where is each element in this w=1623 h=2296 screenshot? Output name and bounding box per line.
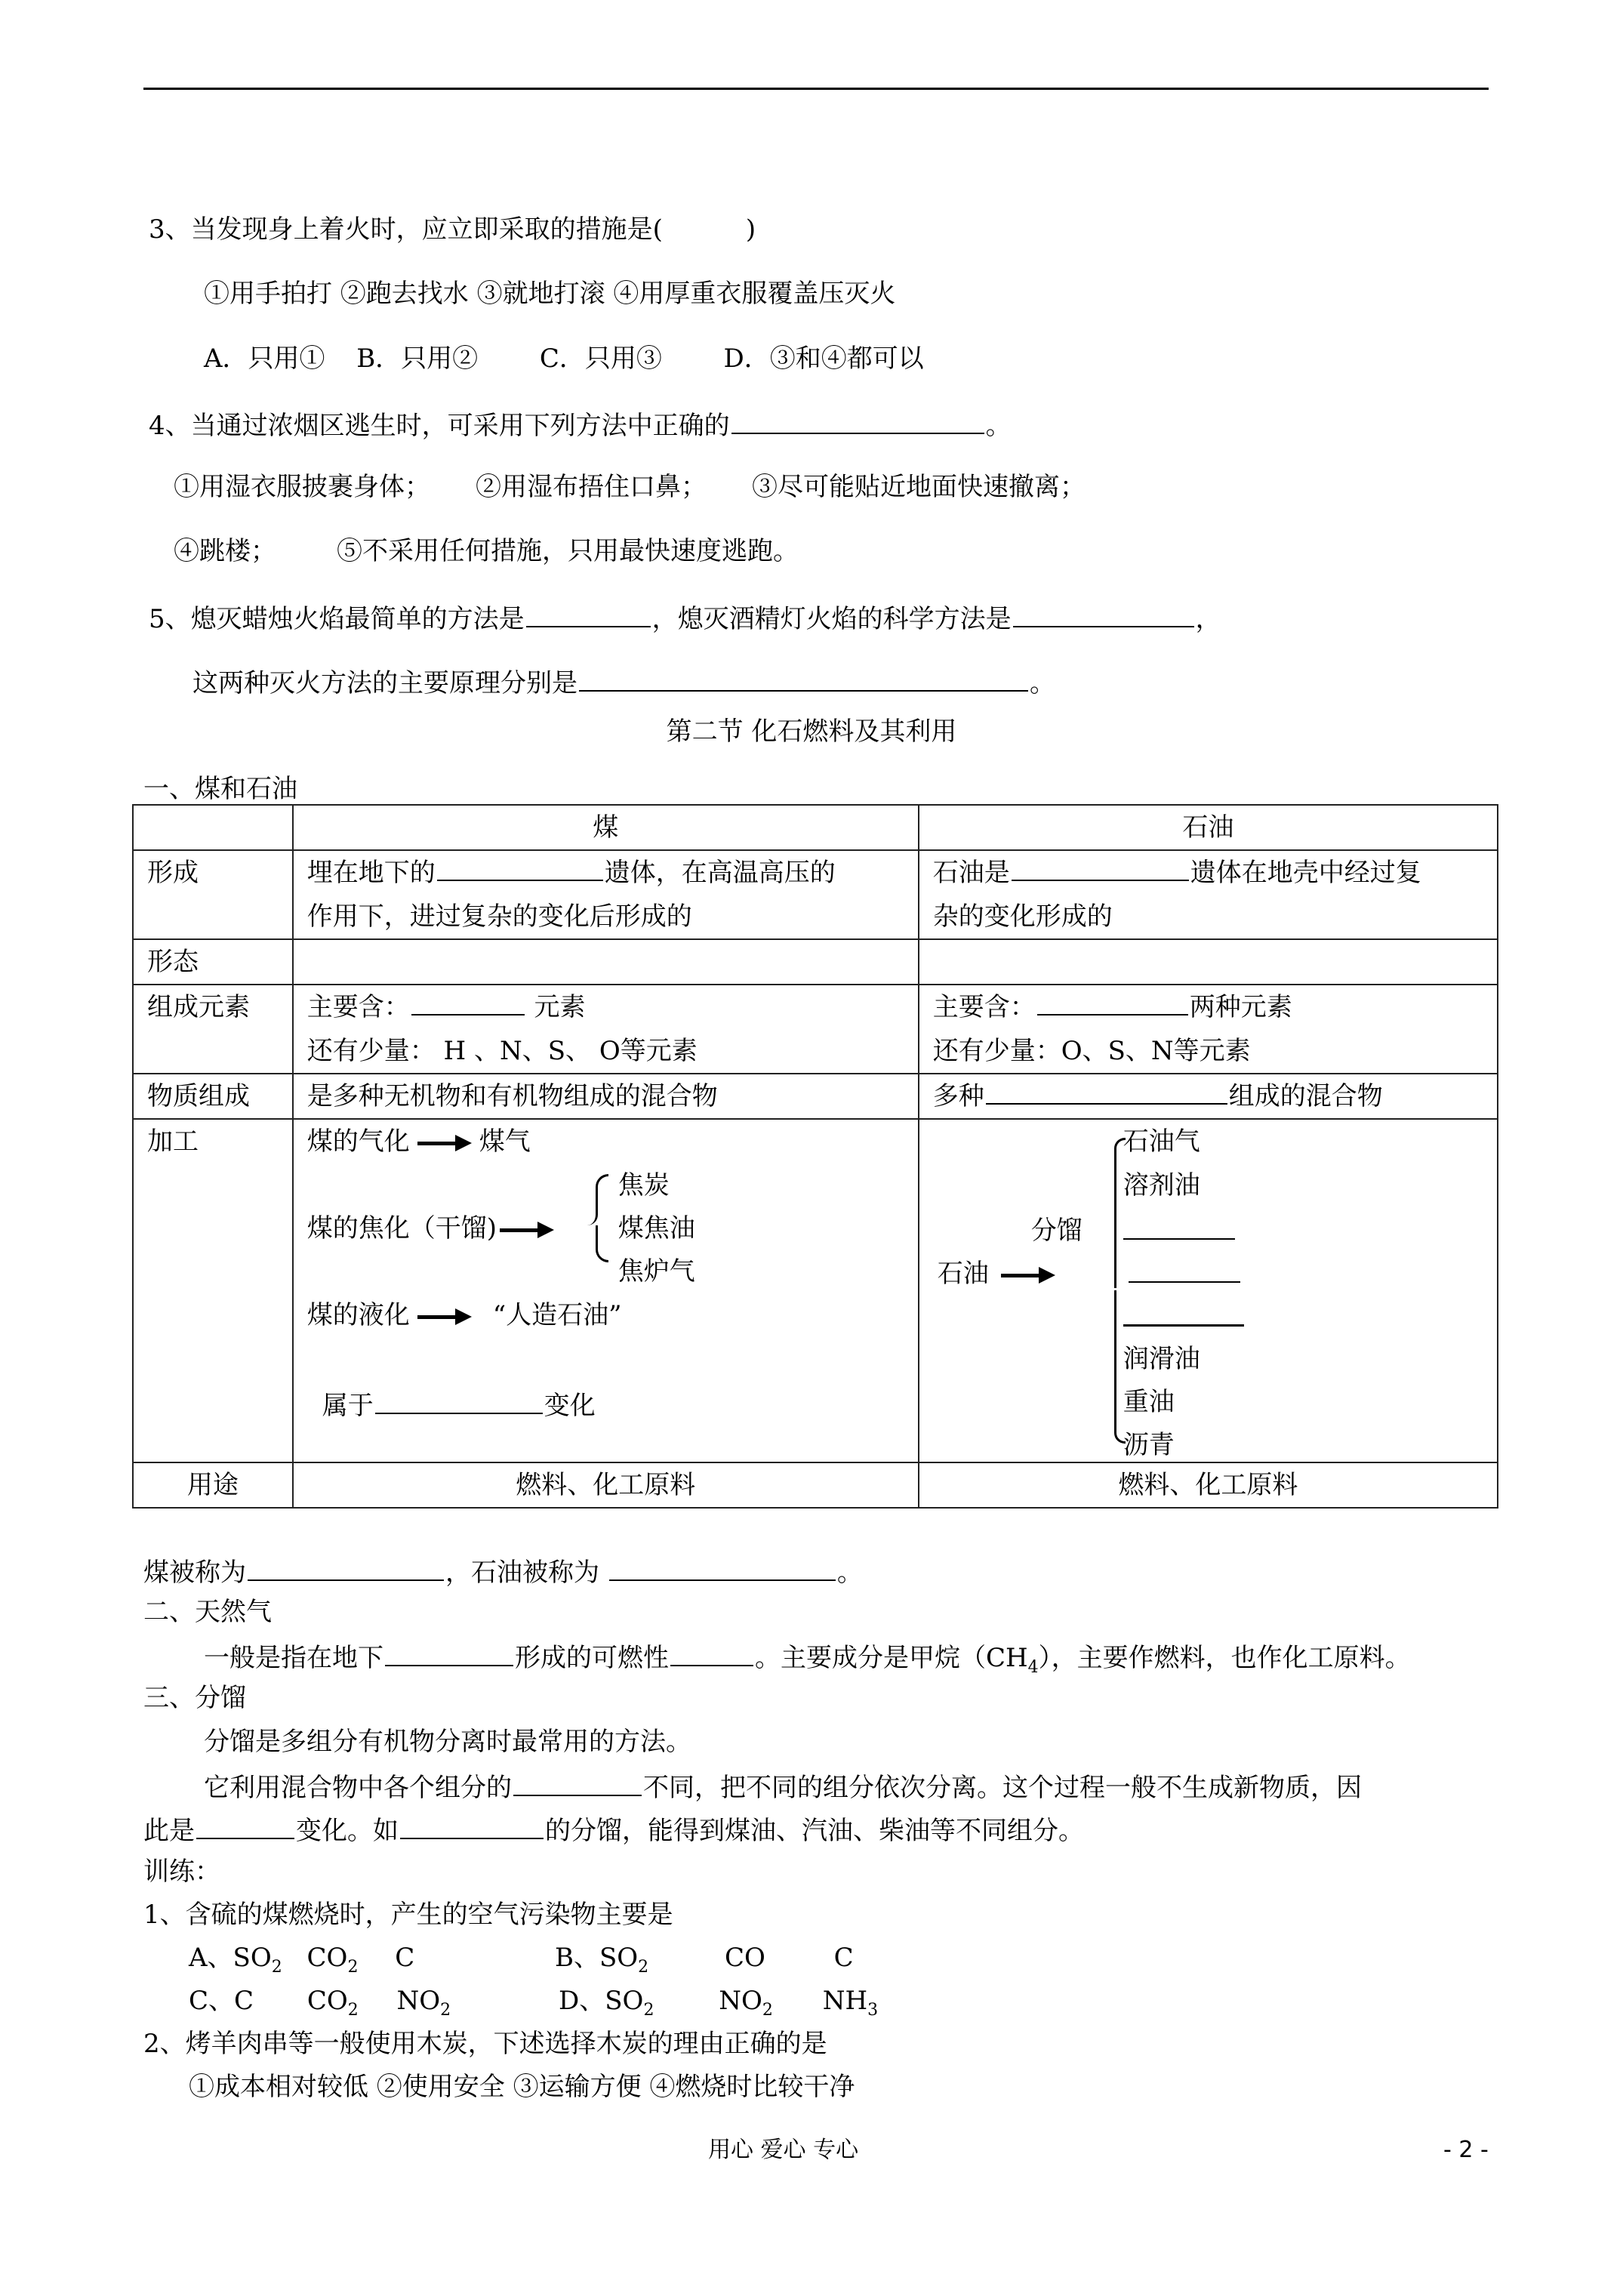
q5-part1: 5、熄灭蜡烛火焰最简单的方法是	[149, 604, 525, 634]
oil-product-blank-3[interactable]	[1123, 1324, 1244, 1327]
belongs-a: 属于	[322, 1391, 374, 1421]
table-row-composition	[133, 1074, 1498, 1119]
training-q1-option-a	[189, 1945, 414, 1976]
ng-a: 一般是指在地下	[204, 1643, 383, 1673]
q5-end: 。	[1030, 668, 1055, 698]
natural-gas-heading: 二、天然气	[143, 1597, 272, 1627]
oil-product-blank-1[interactable]	[1123, 1238, 1235, 1240]
ng-d: ），主要作燃料，也作化工原料。	[1038, 1643, 1411, 1673]
coal-gasification-to: 煤气	[479, 1126, 531, 1157]
distill-line3-a: 此是	[143, 1816, 195, 1846]
q4-option-4: ④跳楼；	[174, 536, 276, 566]
oil-formation-b: 遗体在地壳中经过复	[1190, 858, 1421, 888]
q5-part2: ，熄灭酒精灯火焰的科学方法是	[651, 604, 1012, 634]
coal-processing-type	[322, 1390, 596, 1419]
distill-line2-b: 不同，把不同的组分依次分离。这个过程一般不生成新物质，因	[643, 1773, 1362, 1803]
header-rule	[143, 88, 1489, 90]
row-label-uses: 用途	[133, 1462, 293, 1508]
table-header-blank	[133, 805, 293, 850]
oil-uses: 燃料、化工原料	[919, 1462, 1498, 1508]
table-row-processing	[133, 1119, 1498, 1462]
oil-processing	[919, 1119, 1498, 1462]
distill-line2-a: 它利用混合物中各个组分的	[204, 1773, 512, 1803]
q5-part3: ，	[1195, 604, 1221, 634]
oil-composition-b: 组成的混合物	[1228, 1081, 1383, 1111]
oil-product-lubricant: 润滑油	[1123, 1344, 1200, 1374]
change-type-blank[interactable]	[375, 1390, 543, 1414]
training-q1-stem: 1、含硫的煤燃烧时，产生的空气污染物主要是	[143, 1900, 673, 1930]
brace-icon	[1114, 1138, 1126, 1288]
table-header-row	[133, 805, 1498, 850]
section-title: 第二节 化石燃料及其利用	[666, 717, 957, 747]
oil-composition-blank[interactable]	[986, 1080, 1227, 1105]
table-row-formation	[133, 850, 1498, 939]
q5-blank-1[interactable]	[526, 603, 651, 627]
coking-product-coke: 焦炭	[617, 1170, 670, 1200]
oil-product-petroleum-gas: 石油气	[1123, 1126, 1200, 1157]
training-q2-stem: 2、烤羊肉串等一般使用木炭，下述选择木炭的理由正确的是	[143, 2029, 827, 2059]
oil-elements-blank[interactable]	[1037, 991, 1188, 1015]
row-label-elements: 组成元素	[133, 985, 293, 1074]
coal-elements-blank[interactable]	[411, 991, 525, 1015]
oil-formation-a: 石油是	[932, 858, 1010, 888]
coal-composition: 是多种无机物和有机物组成的混合物	[293, 1074, 919, 1119]
coal-formation-b: 遗体，在高温高压的	[604, 858, 836, 888]
oil-formation	[919, 850, 1498, 939]
called-coal: 煤被称为	[143, 1558, 246, 1588]
oil-elements-main-end: 两种元素	[1189, 992, 1292, 1022]
q4-option-5: ⑤不采用任何措施，只用最快速度逃跑。	[337, 536, 799, 566]
q4-stem-text: 4、当通过浓烟区逃生时，可采用下列方法中正确的	[149, 411, 730, 441]
coal-formation	[293, 850, 919, 939]
t1d-so: D、SO	[559, 1986, 644, 2016]
t1b-co: CO	[724, 1943, 765, 1973]
q3-stem-close: )	[745, 214, 756, 245]
coal-formation-a: 埋在地下的	[306, 858, 436, 888]
table-header-oil: 石油	[919, 805, 1498, 850]
coal-state[interactable]	[293, 939, 919, 985]
brace-icon	[596, 1225, 608, 1262]
q4-option-1: ①用湿衣服披裹身体；	[174, 472, 430, 502]
oil-elements-main: 主要含：	[932, 992, 1036, 1022]
ng-b: 形成的可燃性	[515, 1643, 669, 1673]
arrow-icon	[417, 1314, 472, 1320]
t1d-no-sub: 2	[762, 2001, 773, 2020]
q4-stem-end: 。	[985, 411, 1012, 441]
training-heading: 训练：	[143, 1857, 220, 1887]
q5-line1	[149, 603, 1221, 632]
coking-product-coal-tar: 煤焦油	[617, 1213, 695, 1244]
coal-liquefaction-to: “人造石油”	[492, 1300, 622, 1330]
distill-blank-1[interactable]	[513, 1772, 642, 1796]
q4-answer-blank[interactable]	[731, 410, 984, 434]
q3-choice-c: C．只用③	[539, 344, 662, 374]
coal-gasification	[306, 1126, 531, 1157]
q3-options: ①用手拍打 ②跑去找水 ③就地打滚 ④用厚重衣服覆盖压灭火	[204, 279, 896, 309]
arrow-icon	[1001, 1272, 1055, 1278]
coal-gasification-from: 煤的气化	[306, 1126, 410, 1157]
q3-choice-b: B．只用②	[356, 344, 479, 374]
t1a-c: C	[395, 1943, 415, 1973]
t1d-no: NO	[719, 1986, 762, 2016]
training-q1-option-b	[555, 1945, 854, 1976]
called-line	[143, 1557, 863, 1586]
q4-option-3: ③尽可能贴近地面快速撤离；	[752, 472, 1086, 502]
oil-product-blank-2[interactable]	[1129, 1281, 1240, 1283]
row-label-processing: 加工	[133, 1119, 293, 1462]
oil-distillation-label: 分馏	[1030, 1216, 1083, 1246]
coal-elements-main-end: 元素	[534, 992, 586, 1022]
oil-source: 石油	[937, 1259, 989, 1289]
q4-option-2: ②用湿布捂住口鼻；	[476, 472, 707, 502]
oil-product-heavy-oil: 重油	[1123, 1387, 1175, 1417]
t1b-so-sub: 2	[638, 1958, 649, 1977]
distill-line1: 分馏是多组分有机物分离时最常用的方法。	[204, 1727, 691, 1757]
distill-blank-3[interactable]	[400, 1815, 544, 1839]
row-label-formation: 形成	[133, 850, 293, 939]
t1d-so-sub: 2	[643, 2001, 654, 2020]
q4-options-row2	[174, 538, 799, 564]
oil-formation-blank[interactable]	[1012, 857, 1189, 881]
natural-gas-text	[204, 1642, 1411, 1676]
ng-blank-2[interactable]	[670, 1642, 753, 1666]
row-label-composition: 物质组成	[133, 1074, 293, 1119]
oil-distillation	[938, 1261, 1067, 1287]
coal-elements-minor: 还有少量： H 、N、S、 O等元素	[306, 1036, 698, 1066]
oil-product-asphalt: 沥青	[1123, 1430, 1175, 1460]
coal-elements	[293, 985, 919, 1074]
footer-motto: 用心 爱心 专心	[708, 2137, 859, 2163]
table-header-coal: 煤	[293, 805, 919, 850]
oil-composition-a: 多种	[932, 1081, 984, 1111]
arrow-icon	[417, 1140, 472, 1146]
belongs-b: 变化	[544, 1391, 596, 1421]
part1-heading: 一、煤和石油	[143, 774, 297, 804]
q3-choice-d: D．③和④都可以	[723, 344, 924, 374]
t1c-no: NO	[396, 1986, 441, 2016]
distill-line2	[204, 1772, 1362, 1801]
t1b-so: B、SO	[555, 1943, 639, 1973]
coal-coking-from: 煤的焦化（干馏)	[306, 1213, 497, 1244]
q5-blank-3[interactable]	[579, 667, 1028, 692]
q3-stem	[149, 214, 756, 245]
coking-product-coke-gas: 焦炉气	[617, 1256, 695, 1287]
q5-line2	[192, 667, 1055, 696]
oil-called-blank[interactable]	[609, 1557, 836, 1581]
coal-coking	[306, 1213, 557, 1244]
t1a-so: A、SO	[189, 1943, 272, 1973]
distill-line3-c: 的分馏，能得到煤油、汽油、柴油等不同组分。	[545, 1816, 1084, 1846]
distill-heading: 三、分馏	[143, 1683, 246, 1713]
q5-line2-text: 这两种灭火方法的主要原理分别是	[192, 668, 577, 698]
training-q1-option-c	[189, 1988, 451, 2019]
oil-state[interactable]	[919, 939, 1498, 985]
brace-icon	[596, 1174, 608, 1211]
row-label-state: 形态	[133, 939, 293, 985]
q4-options-row1	[174, 474, 1086, 500]
t1d-nh-sub: 3	[867, 2001, 879, 2020]
ng-subscript: 4	[1027, 1658, 1039, 1677]
oil-product-solvent-oil: 溶剂油	[1123, 1170, 1200, 1200]
distill-line3	[143, 1815, 1084, 1844]
oil-formation-c: 杂的变化形成的	[932, 901, 1113, 932]
coal-processing	[293, 1119, 919, 1462]
called-oil: ，石油被称为	[445, 1558, 599, 1588]
brace-tip-icon	[587, 1209, 598, 1225]
q5-blank-2[interactable]	[1013, 603, 1194, 627]
t1c-co-sub: 2	[347, 2001, 359, 2020]
table-row-elements	[133, 985, 1498, 1074]
q4-stem	[149, 410, 1012, 439]
table-row-uses	[133, 1462, 1498, 1508]
ng-blank-1[interactable]	[385, 1642, 513, 1666]
distill-line3-b: 变化。如	[296, 1816, 399, 1846]
ng-c: 。主要成分是甲烷（CH	[755, 1643, 1028, 1673]
t1c-co: CO	[306, 1986, 348, 2016]
t1a-co: CO	[306, 1943, 348, 1973]
coal-formation-c: 作用下，进过复杂的变化后形成的	[306, 901, 692, 932]
t1a-so-sub: 2	[271, 1958, 282, 1977]
q3-choices	[204, 344, 924, 374]
arrow-icon	[500, 1227, 554, 1233]
training-q1-option-d	[559, 1988, 878, 2019]
page-number: - 2 -	[1443, 2137, 1489, 2163]
coal-liquefaction-from: 煤的液化	[306, 1300, 410, 1330]
distill-blank-2[interactable]	[196, 1815, 294, 1839]
t1b-c: C	[833, 1943, 854, 1973]
coal-liquefaction	[307, 1302, 622, 1328]
q3-stem-text: 3、当发现身上着火时，应立即采取的措施是(	[149, 214, 663, 245]
oil-composition	[919, 1074, 1498, 1119]
oil-elements	[919, 985, 1498, 1074]
q3-choice-a: A．只用①	[204, 344, 325, 374]
t1d-nh: NH	[822, 1986, 868, 2016]
t1c-no-sub: 2	[440, 2001, 451, 2020]
coal-uses: 燃料、化工原料	[293, 1462, 919, 1508]
coal-elements-main: 主要含：	[306, 992, 410, 1022]
oil-elements-minor: 还有少量：O、S、N等元素	[932, 1036, 1251, 1066]
t1c-c: C、C	[189, 1986, 254, 2016]
coal-oil-table	[132, 804, 1498, 1509]
coal-called-blank[interactable]	[248, 1557, 444, 1581]
called-end: 。	[836, 1558, 863, 1588]
training-q2-options: ①成本相对较低 ②使用安全 ③运输方便 ④燃烧时比较干净	[189, 2072, 855, 2102]
coal-formation-blank[interactable]	[437, 857, 603, 881]
t1a-co-sub: 2	[347, 1958, 359, 1977]
table-row-state	[133, 939, 1498, 985]
